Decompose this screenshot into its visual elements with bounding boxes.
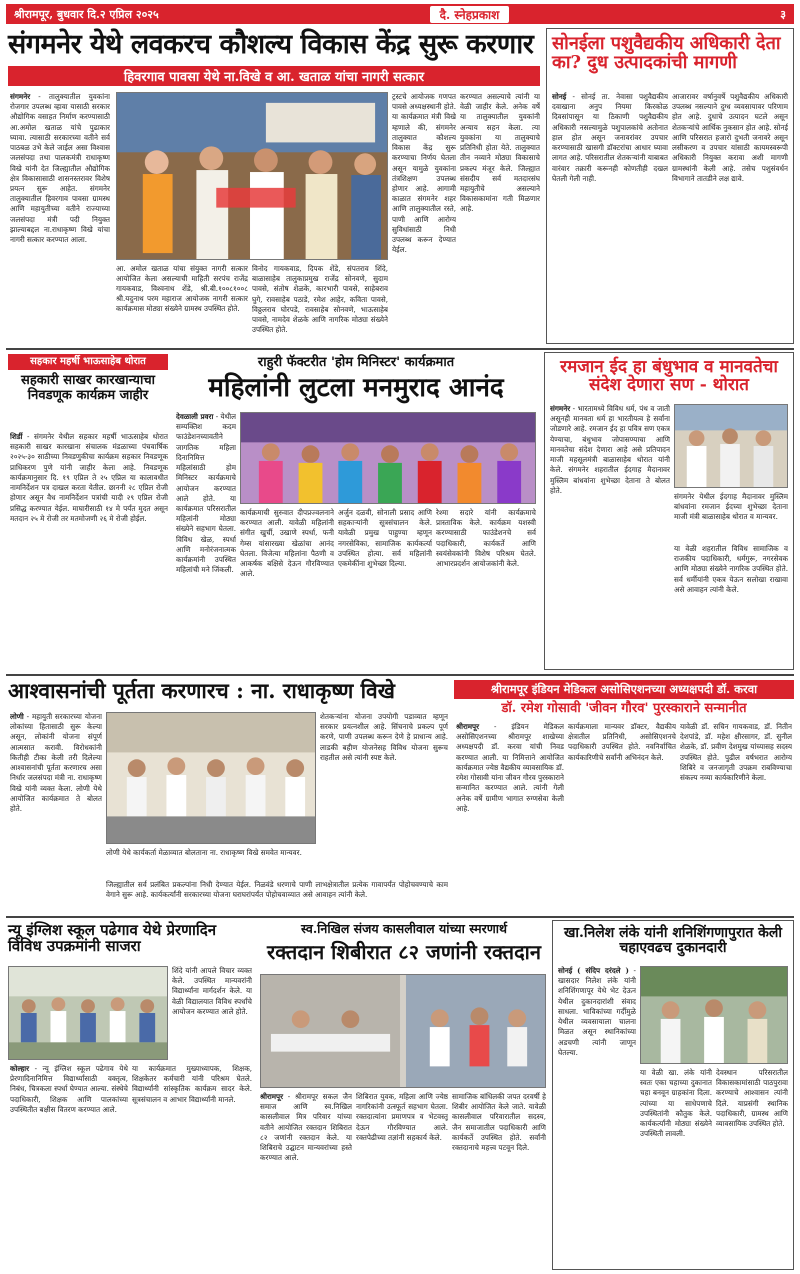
story9-photo	[260, 974, 546, 1088]
story8-photo	[8, 966, 168, 1060]
story7-kicker: श्रीरामपूर इंडियन मेडिकल असोसिएशनच्या अध्यक्षपदी डॉ. करवा	[454, 680, 794, 699]
story6-headline: आश्वासनांची पूर्तता करणारच : ना. राधाकृष्ण विखे	[8, 678, 395, 703]
story7-body-c: यावेळी डॉ. सचिन गायकवाड, डॉ. नितीन देशपांडे, डॉ. महेश क्षीरसागर, डॉ. सुनील शेळके, डॉ. प्रवीण देशमुख यांच्यासह सदस्य उपस्थित होते. पुढील वर्षभरात आरोग्य शिबिरे व जनजागृती उपक्रम राबविण्याचा संकल्प नव्या कार्यकारिणीने केला.	[680, 722, 792, 783]
story9-body-c: सामाजिक बांधिलकी जपत दरवर्षी हे शिबीर आयोजित केले जाते. यावेळी कासलीवाल परिवारातील सदस्य, जैन समाजातील पदाधिकारी आणि कार्यकर्ते उपस्थित होते. सर्वांनी रक्तदानाचे महत्त्व पटवून दिले.	[452, 1092, 546, 1153]
story10-body-a-text: खासदार निलेश लंके यांनी शनिशिंगणापूर येथे भेट देऊन येथील दुकानदारांशी संवाद साधला. भाविकांच्या गर्दीमुळे येथील व्यवसायाला चालना मिळत असून स्थानिकांच्या अडचणी त्यांनी जाणून घेतल्या.	[558, 976, 636, 1057]
story10-headline: खा.निलेश लंके यांनी शनिशिंगणापुरात केली चहाएवढच दुकानदारी	[563, 925, 783, 957]
masthead-bar	[6, 4, 794, 24]
story4-body-a-text: येथील सम्यक्तिश कदम फाउंडेशनच्यावतीने जागतिक महिला दिनानिमित्त महिलांसाठी होम मिनिस्टर कार्यक्रमाचे आयोजन करण्यात आले होते. या कार्यक्रमात परिसरातील महिलांनी मोठ्या संख्येने सहभाग घेतला. विविध खेळ, स्पर्धा आणि मनोरंजनात्मक कार्यक्रमांनी उपस्थित महिलांची मने जिंकली.	[176, 412, 236, 575]
story8-body-b-text: न्यू इंग्लिश स्कूल पढेगाव येथे प्रेरणादिनानिमित्त विद्यार्थ्यांसाठी वक्तृत्व, निबंध, चित्रकला स्पर्धा घेण्यात आल्या. संस्थेचे पदाधिकारी, शिक्षक आणि पालकांच्या उपस्थितीत बक्षीस वितरण करण्यात आले.	[10, 1064, 128, 1114]
story4-body-b: कार्यक्रमाची सुरुवात दीपप्रज्वलनाने करण्यात आली. यावेळी महिलांनी संगीत खुर्ची, उखाणे स्पर्धा, फनी गेम्स यांसारख्या खेळांचा आनंद घेतला. विजेत्या महिलांना पैठणी व आकर्षक बक्षिसे देऊन गौरविण्यात आले.	[240, 508, 334, 579]
story5-headline: रमजान ईद हा बंधुभाव व मानवतेचा संदेश देणारा सण - थोरात	[560, 357, 778, 396]
story10-byline: सोनई ( संदिप दरंदले )	[558, 966, 629, 975]
story6-photo	[106, 712, 316, 844]
story4-body-a: देवळाली प्रवरा - येथील सम्यक्तिश कदम फाउंडेशनच्यावतीने जागतिक महिला दिनानिमित्त महिलांसाठी होम मिनिस्टर कार्यक्रमाचे आयोजन करण्यात आले होते. या कार्यक्रमात परिसरातील महिलांनी मोठ्या संख्येने सहभाग घेतला. विविध खेळ, स्पर्धा आणि मनोरंजनात्मक कार्यक्रमांनी उपस्थित महिलांची मने जिंकली.	[176, 412, 236, 575]
story1-caption: आ. अमोल खताळ यांचा संयुक्त नागरी सत्कार आयोजित केला असल्याची माहिती सरपंच राजेंद्र गायकवाड, विश्वनाथ शेंडे, श्री.बी.१००८१००८ श्री.यदुनाथ परम महाराज आयोजक नागरी सत्कार कार्यक्रमास मोठ्या संख्येने ग्रामस्थ उपस्थित होते.	[116, 264, 248, 314]
story2-headline: सोनईला पशुवैद्यकीय अधिकारी देता का? दुध उत्पादकांची मागणी	[552, 33, 781, 74]
story7-byline: श्रीरामपूर	[456, 722, 480, 731]
story2-body-a-text: सोनई ता. नेवासा पशुवैद्यकीय दवाखाना अनुप नियमा किरकोळ दिवसांपासून या ठिकाणी पशुवैद्यकीय अधिकारी नसल्यामुळे पशुपालकांचे अतोनात हाल होत असून जनावरांवर उपचार करण्यासाठी खासगी डॉक्टरांचा आधार घ्यावा लागत आहे. परिसरातील शेतकऱ्यांनी याबाबत वारंवार तक्रारी करूनही कोणतीही दखल घेतली गेली नाही.	[552, 92, 668, 183]
story7-body-b: कार्यक्रमाला मान्यवर डॉक्टर, वैद्यकीय क्षेत्रातील प्रतिनिधी, असोसिएशनचे पदाधिकारी उपस्थित होते. नवनिर्वाचित कार्यकारिणीचे सर्वांनी अभिनंदन केले.	[568, 722, 676, 762]
story8-body-c: या कार्यक्रमात मुख्याध्यापक, शिक्षक, शिक्षकेतर कर्मचारी यांनी परिश्रम घेतले. विद्यार्थ्यांनी सांस्कृतिक कार्यक्रम सादर केले. सूत्रसंचालन व आभार विद्यार्थ्यांनी मानले.	[132, 1064, 252, 1104]
story4-kicker: राहुरी फॅक्टरीत 'होम मिनिस्टर' कार्यक्रमात	[257, 355, 455, 370]
story1-body-left: संगमनेर - तालुक्यातील युवकांना रोजगार उपलब्ध व्हावा यासाठी सरकार औद्योगिक वसाहत निर्माण करण्यासाठी आ.अमोल खताळ यांचे पुढाकार घ्यावा. त्यासाठी सरकारच्या वतीने सर्व पाठबळ उभे केले जाईल असा विश्वास जलसंपदा तथा पालकमंत्री राधाकृष्ण विखे यांनी देत जिल्ह्यातील औद्योगिक क्षेत्र विकासासाठी शासनस्तरावर विशेष प्रयत्न सुरू आहेत. संगमनेर तालुक्यातील हिवरगाव पावसा ग्रामस्थ आणि महायुतीच्या वतीने राज्याच्या जलसंपदा मंत्री पदी नियुक्त झाल्याबद्दल ना.राधाकृष्ण विखे यांचा नागरी सत्कार करण्यात आला.	[10, 92, 110, 245]
story3-subtitle: सहकारी साखर कारखान्याचा निवडणूक कार्यक्रम जाहीर	[21, 373, 155, 403]
page-number: ३	[780, 7, 786, 21]
story9-headline: रक्तदान शिबीरात ८२ जणांनी रक्तदान	[267, 940, 541, 964]
story1-body-left-text: तालुक्यातील युवकांना रोजगार उपलब्ध व्हावा यासाठी सरकार औद्योगिक वसाहत निर्माण करण्यासाठी आ.अमोल खताळ यांचे पुढाकार घ्यावा. त्यासाठी सरकारच्या वतीने सर्व पाठबळ उभे केले जाईल असा विश्वास जलसंपदा तथा पालकमंत्री राधाकृष्ण विखे यांनी देत जिल्ह्यातील औद्योगिक क्षेत्र विकासासाठी शासनस्तरावर विशेष प्रयत्न सुरू आहेत. संगमनेर तालुक्यातील हिवरगाव पावसा ग्रामस्थ आणि महायुतीच्या वतीने राज्याच्या जलसंपदा मंत्री पदी नियुक्त झाल्याबद्दल ना.राधाकृष्ण विखे यांचा नागरी सत्कार करण्यात आला.	[10, 92, 110, 245]
story6-body-c: जिल्ह्यातील सर्व प्रलंबित प्रकल्पांना निधी देण्यात येईल. निळवंडे धरणाचे पाणी लाभक्षेत्रातील प्रत्येक गावापर्यंत पोहोचवण्याचे काम वेगाने सुरू आहे. कार्यकर्त्यांनी सरकारच्या योजना घराघरांपर्यंत पोहोचवाव्यात असे आवाहन त्यांनी केले.	[106, 880, 448, 900]
story1-byline: संगमनेर	[10, 92, 31, 101]
story9-body-a: श्रीरामपूर - श्रीरामपूर सकल जैन समाज आणि स्व.निखिल कासलीवाल मित्र परिवार यांच्या वतीने आयोजित रक्तदान शिबिरात ८२ जणांनी रक्तदान केले. या शिबिराचे उद्घाटन मान्यवरांच्या हस्ते करण्यात आले.	[260, 1092, 352, 1163]
story1-band: हिवरगाव पावसा येथे ना.विखे व आ. खताळ यांचा नागरी सत्कार	[8, 66, 540, 86]
story4-headline: महिलांनी लुटला मनमुराद आनंद	[208, 373, 504, 403]
story6-body-a: लोणी - महायुती सरकारच्या योजना लोकांच्या हितासाठी सुरू केल्या असून, लोकांनी योजना संपूर्ण आत्मसात करावी. विरोधकांनी कितीही टीका केली तरी दिलेल्या आश्वासनांची पूर्तता करणारच असा निर्धार जलसंपदा मंत्री ना. राधाकृष्ण विखे यांनी व्यक्त केला. लोणी येथे आयोजित कार्यक्रमात ते बोलत होते.	[10, 712, 102, 813]
newspaper-brand: दै. स्नेहप्रकाश	[430, 6, 510, 23]
story10-body-a: सोनई ( संदिप दरंदले ) - खासदार निलेश लंके यांनी शनिशिंगणापूर येथे भेट देऊन येथील दुकानदारांशी संवाद साधला. भाविकांच्या गर्दीमुळे येथील व्यवसायाला चालना मिळत असून स्थानिकांच्या अडचणी त्यांनी जाणून घेतल्या.	[558, 966, 636, 1057]
story4-byline: देवळाली प्रवरा	[176, 412, 214, 421]
story1-headline: संगमनेर येथे लवकरच कौशल्य विकास केंद्र सुरू करणार	[8, 29, 534, 60]
story1-body-right: ट्रस्टचे आयोजक गणपत पावसे अध्यक्षस्थानी होते. या कार्यक्रमात मंत्री विखे म्हणाले की, संगमनेर तालुक्यात कौशल्य विकास केंद्र सुरू करण्याचा निर्णय घेतला असून यामुळे युवकांना तंत्रशिक्षण उपलब्ध होणार आहे. आगामी काळात संगमनेर शहर आणि तालुक्यातील रस्ते, पाणी आणि आरोग्य सुविधांसाठी निधी उपलब्ध करून देण्यात येईल.	[392, 92, 456, 255]
story9-body-b: शिबिरात युवक, महिला आणि ज्येष्ठ नागरिकांनी उत्स्फूर्त सहभाग घेतला. रक्तदात्यांना प्रमाणपत्र व भेटवस्तू देऊन गौरविण्यात आले. रक्तपेढीच्या तज्ञांनी सहकार्य केले.	[356, 1092, 448, 1142]
story5-body-a: संगमनेर - भारतामध्ये विविध धर्म, पंथ व जाती असूनही मानवता धर्म हा भारतीयत्व हे सर्वांना जोडणारे आहे. रमजान ईद हा पवित्र सण एकत्र येण्याचा, बंधुभाव जोपासण्याचा आणि मानवतेचा संदेश देणारा आहे असे प्रतिपादन माजी महसूलमंत्री बाळासाहेब थोरात यांनी केले. संगमनेर शहरातील ईदगाह मैदानावर मुस्लिम बांधवांना शुभेच्छा देताना ते बोलत होते.	[550, 404, 670, 495]
story2-body-b: आजारावर वर्षानुवर्षे पशुवैद्यकीय अधिकारी उपलब्ध नसल्याने दुग्ध व्यवसायावर परिणाम होत आहे. दुधाचे उत्पादन घटले असून शेतकऱ्यांचे आर्थिक नुकसान होत आहे. सोनई आणि परिसरात हजारो दुभती जनावरे असून लसीकरण व उपचार यांसाठी कायमस्वरूपी अधिकारी नियुक्त करावा अशी मागणी ग्रामस्थांनी केली आहे. तसेच पशुसंवर्धन विभागाने तातडीने लक्ष द्यावे.	[672, 92, 788, 183]
story8-body-a: शिंदे यांनी आपले विचार व्यक्त केले. उपस्थित मान्यवरांनी विद्यार्थ्यांना मार्गदर्शन केले. या वेळी विद्यालयात विविध स्पर्धांचे आयोजन करण्यात आले होते.	[172, 966, 252, 1016]
story6-body-a-text: महायुती सरकारच्या योजना लोकांच्या हितासाठी सुरू केल्या असून, लोकांनी योजना संपूर्ण आत्मसात करावी. विरोधकांनी कितीही टीका केली तरी दिलेल्या आश्वासनांची पूर्तता करणारच असा निर्धार जलसंपदा मंत्री ना. राधाकृष्ण विखे यांनी व्यक्त केला. लोणी येथे आयोजित कार्यक्रमात ते बोलत होते.	[10, 712, 102, 813]
divider-2	[6, 674, 794, 676]
story9-byline: श्रीरामपूर	[260, 1092, 284, 1101]
story5-photo	[674, 404, 788, 488]
story9-kicker: स्व.निखिल संजय कासलीवाल यांच्या स्मरणार्थ	[301, 921, 507, 936]
story6-caption: लोणी येथे कार्यकर्ता मेळाव्यात बोलताना ना. राधाकृष्ण विखे समवेत मान्यवर.	[106, 848, 302, 857]
story9-body-a-text: श्रीरामपूर सकल जैन समाज आणि स्व.निखिल कासलीवाल मित्र परिवार यांच्या वतीने आयोजित रक्तदान शिबिरात ८२ जणांनी रक्तदान केले. या शिबिराचे उद्घाटन मान्यवरांच्या हस्ते करण्यात आले.	[260, 1092, 352, 1163]
story7-body-a: श्रीरामपूर - इंडियन मेडिकल असोसिएशनच्या श्रीरामपूर शाखेच्या अध्यक्षपदी डॉ. करवा यांची निवड करण्यात आली. या निमित्ताने आयोजित कार्यक्रमात ज्येष्ठ वैद्यकीय व्यावसायिक डॉ. रमेश गोसावी यांना जीवन गौरव पुरस्काराने सन्मानित करण्यात आले. त्यांनी गेली अनेक वर्षे ग्रामीण भागात रुग्णसेवा केली आहे.	[456, 722, 564, 813]
story5-caption: संगमनेर येथील ईदगाह मैदानावर मुस्लिम बांधवांना रमजान ईदच्या शुभेच्छा देताना माजी मंत्री बाळासाहेब थोरात व मान्यवर.	[674, 492, 788, 522]
story3-byline: शिर्डी	[10, 432, 23, 441]
story3-kicker: सहकार महर्षी भाऊसाहेब थोरात	[8, 354, 168, 370]
story1-body-mid: विनोद गायकवाड, दिपक शेंडे, संपतराव शिंदे, बाळासाहेब तालुकाप्रमुख राजेंद्र सोनवणे, सुदाम पावसे, संतोष शेळके, कारभारी पावसे, साहेबराव घुगे, रावसाहेब पठाडे, रमेश आहेर, कविता पावसे, विठ्ठलराव घोरपडे, रावसाहेब सोनवणे, भाऊसाहेब पावसे, नामदेव शेळके आणि नागरिक मोठ्या संख्येने उपस्थित होते.	[252, 264, 388, 335]
story1-body-far: करण्यात असल्याचे त्यांनी या वेळी जाहीर केले. अनेक वर्षे या तालुक्यातील युवकांनी अन्याय सहन केला. त्या युवकांना या तालुक्याचे प्रतिनिधी होता येते. तालुक्यात तीन नव्याने मोठ्या विकासाचे प्रकल्प मंजूर केले. जिल्ह्यात संसदीय सर्व मतदारसंघ महायुतीचे असल्याने विकासकामांना गती मिळणार आहे.	[460, 92, 540, 214]
divider-1	[6, 348, 794, 350]
story3-body: शिर्डी - संगमनेर येथील सहकार महर्षी भाऊसाहेब थोरात सहकारी साखर कारखाना संचालक मंडळाच्या पंचवार्षिक २०२५-३० साठीच्या निवडणुकीचा कार्यक्रम सहकार निवडणूक प्राधिकरण पुणे यांनी जाहीर केला आहे. निवडणूक कार्यक्रमानुसार दि. १९ एप्रिल ते २५ एप्रिल या कालावधीत नामनिर्देशन पत्र दाखल करता येतील. छाननी २८ एप्रिल रोजी होणार असून वैध नामनिर्देशन पत्रांची यादी २९ एप्रिल रोजी प्रसिद्ध करण्यात येईल. माघारीसाठी १४ मे पर्यंत मुदत असून मतदान २५ मे रोजी तर मतमोजणी २६ मे रोजी होईल.	[10, 432, 168, 523]
story10-body-c: देवस्थान परिसरातील विकासकामांसाठी पाठपुरावा करण्याचे आश्वासन त्यांनी दिले. याप्रसंगी स्थानिक पदाधिकारी, ग्रामस्थ आणि व्यावसायिक उपस्थित होते.	[716, 1068, 788, 1129]
story8-byline: कोल्हार	[10, 1064, 30, 1073]
story8-body-b: कोल्हार - न्यू इंग्लिश स्कूल पढेगाव येथे प्रेरणादिनानिमित्त विद्यार्थ्यांसाठी वक्तृत्व, निबंध, चित्रकला स्पर्धा घेण्यात आल्या. संस्थेचे पदाधिकारी, शिक्षक आणि पालकांच्या उपस्थितीत बक्षीस वितरण करण्यात आले.	[10, 1064, 128, 1114]
story8-headline: न्यू इंग्लिश स्कूल पढेगाव येथे प्रेरणादिन विविध उपक्रमांनी साजरा	[8, 921, 217, 956]
story5-body-a-text: भारतामध्ये विविध धर्म, पंथ व जाती असूनही मानवता धर्म हा भारतीयत्व हे सर्वांना जोडणारे आहे. रमजान ईद हा पवित्र सण एकत्र येण्याचा, बंधुभाव जोपासण्याचा आणि मानवतेचा संदेश देणारा आहे असे प्रतिपादन माजी महसूलमंत्री बाळासाहेब थोरात यांनी केले. संगमनेर शहरातील ईदगाह मैदानावर मुस्लिम बांधवांना शुभेच्छा देताना ते बोलत होते.	[550, 404, 670, 495]
story1-photo	[116, 92, 388, 260]
story7-headline: डॉ. रमेश गोसावी 'जीवन गौरव' पुरस्काराने सन्मानीत	[501, 701, 747, 716]
story6-body-b: शेतकऱ्यांना योजना उपयोगी पडाव्यात म्हणून सरकार प्रयत्नशील आहे. सिंचनाचे प्रकल्प पूर्ण करणे, पाणी उपलब्ध करून देणे हे प्राधान्य आहे. लाडकी बहीण योजनेसह विविध योजना सुरूच राहतील असे त्यांनी स्पष्ट केले.	[320, 712, 448, 762]
story5-body-b: या वेळी शहरातील विविध सामाजिक व राजकीय पदाधिकारी, धर्मगुरू, नगरसेवक आणि मोठ्या संख्येने नागरिक उपस्थित होते. सर्व धर्मीयांनी एकत्र येऊन सलोखा राखावा असे आवाहन त्यांनी केले.	[674, 544, 788, 594]
story7-body-a-text: इंडियन मेडिकल असोसिएशनच्या श्रीरामपूर शाखेच्या अध्यक्षपदी डॉ. करवा यांची निवड करण्यात आली. या निमित्ताने आयोजित कार्यक्रमात ज्येष्ठ वैद्यकीय व्यावसायिक डॉ. रमेश गोसावी यांना जीवन गौरव पुरस्काराने सन्मानित करण्यात आले. त्यांनी गेली अनेक वर्षे ग्रामीण भागात रुग्णसेवा केली आहे.	[456, 722, 564, 813]
story6-byline: लोणी	[10, 712, 24, 721]
dateline: श्रीरामपूर, बुधवार दि.२ एप्रिल २०२५	[14, 7, 159, 21]
story3-body-text: संगमनेर येथील सहकार महर्षी भाऊसाहेब थोरात सहकारी साखर कारखाना संचालक मंडळाच्या पंचवार्षिक २०२५-३० साठीच्या निवडणुकीचा कार्यक्रम सहकार निवडणूक प्राधिकरण पुणे यांनी जाहीर केला आहे. निवडणूक कार्यक्रमानुसार दि. १९ एप्रिल ते २५ एप्रिल या कालावधीत नामनिर्देशन पत्र दाखल करता येतील. छाननी २८ एप्रिल रोजी होणार असून वैध नामनिर्देशन पत्रांची यादी २९ एप्रिल रोजी प्रसिद्ध करण्यात येईल. माघारीसाठी १४ मे पर्यंत मुदत असून मतदान २५ मे रोजी तर मतमोजणी २६ मे रोजी होईल.	[10, 432, 168, 523]
story2-body-a: सोनई - सोनई ता. नेवासा पशुवैद्यकीय दवाखाना अनुप नियमा किरकोळ दिवसांपासून या ठिकाणी पशुवैद्यकीय अधिकारी नसल्यामुळे पशुपालकांचे अतोनात हाल होत असून जनावरांवर उपचार करण्यासाठी खासगी डॉक्टरांचा आधार घ्यावा लागत आहे. परिसरातील शेतकऱ्यांनी याबाबत वारंवार तक्रारी करूनही कोणतीही दखल घेतली गेली नाही.	[552, 92, 668, 183]
story4-body-d: रेश्मा सदारे यांनी कार्यक्रमाचे प्रास्ताविक केले. कार्यक्रम यशस्वी करण्यासाठी फाउंडेशनचे सर्व पदाधिकारी, कार्यकर्ते आणि स्वयंसेवकांनी विशेष परिश्रम घेतले. आभारप्रदर्शन आयोजकांनी केले.	[436, 508, 536, 569]
story2-byline: सोनई	[552, 92, 567, 101]
story5-byline: संगमनेर	[550, 404, 571, 413]
story10-body-b: या वेळी खा. लंके यांनी स्वतः एका चहाच्या दुकानात चहा बनवून ग्राहकांना दिला. त्यांच्या या साधेपणाचे उपस्थितांनी कौतुक केले. कार्यकर्त्यांनी मोठ्या संख्येने उपस्थिती लावली.	[640, 1068, 712, 1139]
story4-photo	[240, 412, 536, 504]
divider-3	[6, 916, 794, 918]
story10-photo	[640, 966, 788, 1064]
story4-body-c: अर्जुन दळवी, सोनाली प्रसाद आणि सहकाऱ्यांनी सूत्रसंचालन केले. यावेळी प्रमुख पाहुण्या म्हणून नगरसेविका, सामाजिक कार्यकर्त्या उपस्थित होत्या. सर्व महिलांनी एकमेकींना शुभेच्छा दिल्या.	[338, 508, 432, 569]
